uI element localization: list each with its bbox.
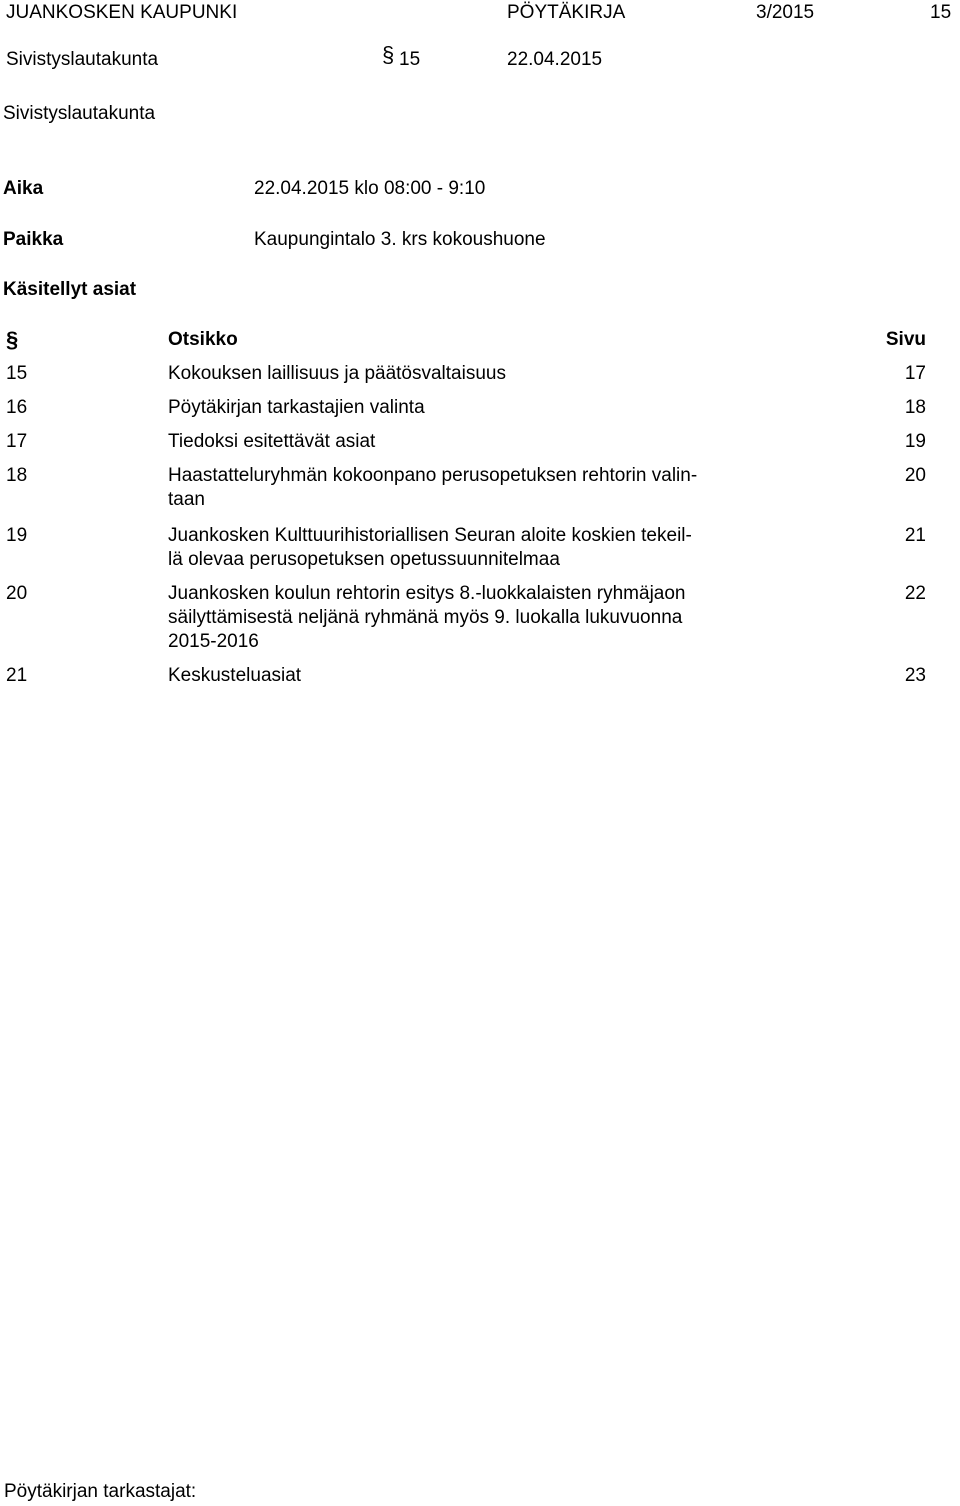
section-symbol-icon: §: [382, 42, 395, 67]
item-title-line: taan: [168, 489, 205, 510]
item-page: 23: [904, 665, 926, 686]
item-title: Keskusteluasiat: [168, 665, 302, 686]
item-number: 20: [6, 583, 28, 604]
item-page: 20: [904, 465, 926, 486]
item-title-line: lä olevaa perusopetuksen opetussuunnitelmaa: [168, 549, 560, 570]
item-title-line: säilyttämisestä neljänä ryhmänä myös 9. luokalla lukuvuonna: [168, 607, 683, 628]
agenda-heading: Käsitellyt asiat: [3, 279, 137, 300]
item-page: 22: [904, 583, 926, 604]
item-number: 15: [6, 363, 28, 384]
item-title: Tiedoksi esitettävät asiat: [168, 431, 376, 452]
place-value: Kaupungintalo 3. krs kokoushuone: [254, 229, 546, 250]
section-number: 15: [399, 49, 421, 70]
item-title-line: 2015-2016: [168, 631, 259, 652]
item-title-line: Haastatteluryhmän kokoonpano perusopetuksen rehtorin valin-: [168, 465, 698, 486]
item-title: Pöytäkirjan tarkastajien valinta: [168, 397, 425, 418]
doc-number: 3/2015: [756, 2, 815, 23]
page-number: 15: [930, 2, 952, 23]
item-title: [168, 464, 768, 512]
column-page: Sivu: [885, 329, 926, 350]
item-title-line: Juankosken Kulttuurihistoriallisen Seuran aloite koskien tekeil-: [168, 525, 692, 546]
committee-name: Sivistyslautakunta: [6, 49, 159, 70]
org-name: JUANKOSKEN KAUPUNKI: [6, 2, 238, 23]
item-title: [168, 582, 768, 654]
item-page: 19: [904, 431, 926, 452]
place-label: Paikka: [3, 229, 64, 250]
doc-type: PÖYTÄKIRJA: [507, 2, 626, 23]
time-label: Aika: [3, 178, 44, 199]
column-title: Otsikko: [168, 329, 238, 350]
section-symbol-icon: §: [6, 327, 19, 352]
item-number: 17: [6, 431, 28, 452]
meeting-title: Sivistyslautakunta: [3, 103, 156, 124]
signers-label: Pöytäkirjan tarkastajat:: [4, 1481, 197, 1502]
item-page: 21: [904, 525, 926, 546]
item-number: 19: [6, 525, 28, 546]
item-title-line: Juankosken koulun rehtorin esitys 8.-luokkalaisten ryhmäjaon: [168, 583, 686, 604]
item-title: Kokouksen laillisuus ja päätösvaltaisuus: [168, 363, 506, 384]
item-title: [168, 524, 768, 572]
item-number: 21: [6, 665, 28, 686]
header-date: 22.04.2015: [507, 49, 603, 70]
item-page: 18: [904, 397, 926, 418]
item-number: 18: [6, 465, 28, 486]
item-number: 16: [6, 397, 28, 418]
item-page: 17: [904, 363, 926, 384]
time-value: 22.04.2015 klo 08:00 - 9:10: [254, 178, 486, 199]
